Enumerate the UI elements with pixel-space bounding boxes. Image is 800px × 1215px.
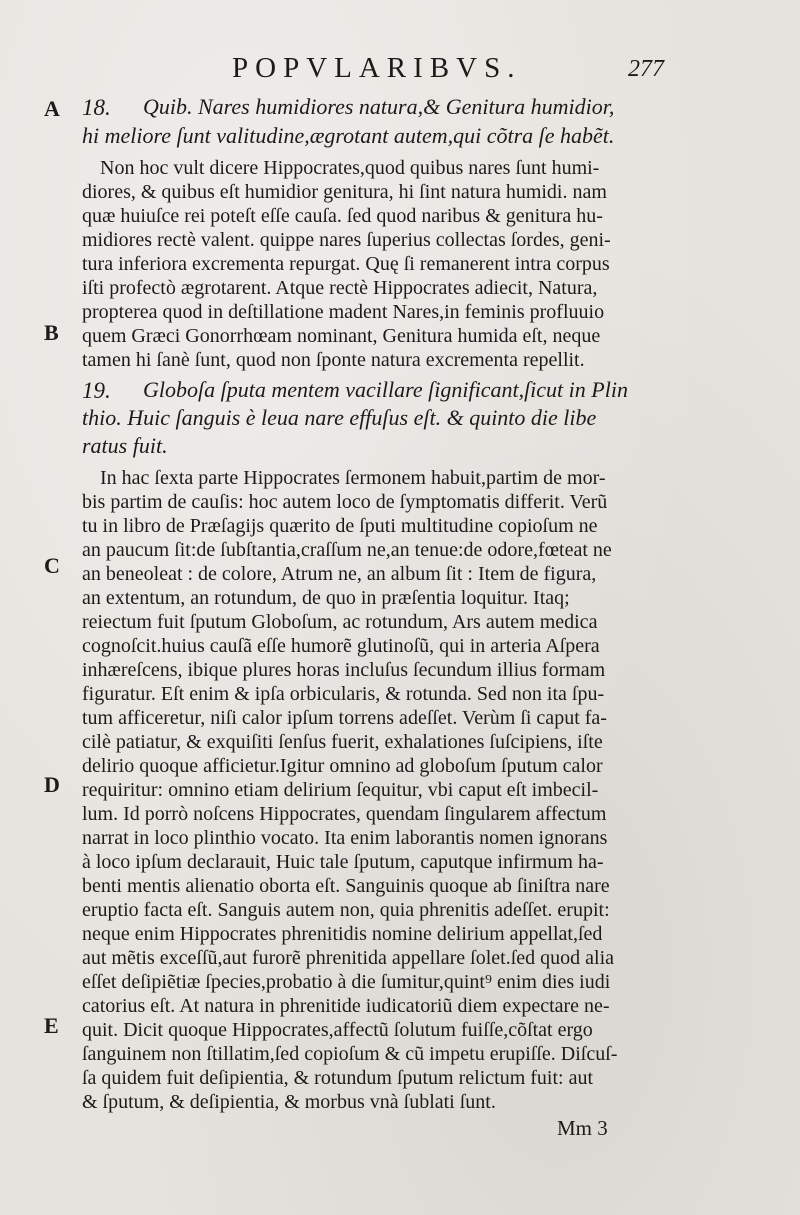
commentary-line: lum. Id porrò noſcens Hippocrates, quendam ſingularem affectum — [82, 803, 607, 825]
signature-mark: Mm 3 — [557, 1116, 608, 1140]
commentary-line: tu in libro de Præſagijs quærito de ſputi multitudine copioſum ne — [82, 515, 598, 537]
commentary-line: tura inferiora excrementa repurgat. Quę ſi remanerent intra corpus — [82, 253, 610, 275]
commentary-line: iſti profectò ægrotarent. Atque rectè Hippocrates adiecit, Natura, — [82, 277, 598, 299]
commentary-line: an paucum ſit:de ſubſtantia,craſſum ne,an tenue:de odore,fœteat ne — [82, 539, 612, 561]
margin-letter-b: B — [44, 320, 59, 345]
commentary-line: cognoſcit.huius cauſã eſſe humorẽ glutinoſũ, qui in arteria Aſpera — [82, 635, 600, 657]
commentary-line: aut mẽtis exceſſũ,aut furorẽ phrenitida appellare ſolet.ſed quod alia — [82, 947, 615, 969]
commentary-line: propterea quod in deſtillatione madent Nares,in feminis profluuio — [82, 301, 605, 323]
margin-letter-e: E — [44, 1013, 59, 1038]
margin-letter-d: D — [44, 772, 60, 797]
commentary-line: à loco ipſum declarauit, Huic tale ſputum, caputque infirmum ha- — [82, 851, 604, 873]
aphorism-line: hi meliore ſunt valitudine,ægrotant autem,qui cõtra ſe habẽt. — [82, 124, 615, 148]
commentary-line: an extentum, an rotundum, de quo in præſentia loquitur. Itaq; — [82, 587, 570, 609]
commentary-line: midiores rectè valent. quippe nares ſuperius collectas ſordes, geni- — [82, 229, 611, 251]
commentary-line: tamen hi ſanè ſunt, quod non ſponte natura excrementa repellit. — [82, 349, 585, 371]
commentary-line: diores, & quibus eſt humidior genitura, hi ſint natura humidi. nam — [82, 181, 607, 203]
commentary-line: In hac ſexta parte Hippocrates ſermonem habuit,partim de mor- — [100, 467, 606, 489]
commentary-line: requiritur: omnino etiam delirium ſequitur, vbi caput eſt imbecil- — [82, 779, 599, 801]
commentary-line: reiectum fuit ſputum Globoſum, ac rotundum, Ars autem medica — [82, 611, 598, 633]
commentary-line: narrat in loco plinthio vocato. Ita enim laborantis nomen ignorans — [82, 827, 608, 849]
commentary-line: benti mentis alienatio oborta eſt. Sanguinis quoque ab ſiniſtra nare — [82, 875, 610, 897]
commentary-line: an beneoleat : de colore, Atrum ne, an album ſit : Item de figura, — [82, 563, 597, 585]
commentary-line: eruptio facta eſt. Sanguis autem non, quia phrenitis adeſſet. erupit: — [82, 899, 610, 921]
commentary-line: eſſet deſipiẽtiæ ſpecies,probatio à die ſumitur,quint⁹ enim dies iudi — [82, 971, 611, 993]
commentary-line: bis partim de cauſis: hoc autem loco de ſymptomatis differit. Verũ — [82, 491, 608, 513]
aphorism-line: thio. Huic ſanguis è leua nare effuſus eſt. & quinto die libe — [82, 406, 597, 430]
margin-letter-a: A — [44, 96, 60, 121]
commentary-line: quem Græci Gonorrhœam nominant, Genitura humida eſt, neque — [82, 325, 601, 347]
aphorism-number: 18. — [82, 95, 111, 120]
commentary-line: quæ huiuſce rei poteſt eſſe cauſa. ſed quod naribus & genitura hu- — [82, 205, 603, 227]
running-head-title: POPVLARIBVS. — [232, 52, 522, 84]
commentary-line: & ſputum, & deſipientia, & morbus vnà ſublati ſunt. — [82, 1091, 496, 1113]
aphorism-line: ratus fuit. — [82, 434, 168, 458]
commentary-line: neque enim Hippocrates phrenitidis nomine delirium appellat,ſed — [82, 923, 603, 945]
commentary-line: catorius eſt. At natura in phrenitide iudicatoriũ diem expectare ne- — [82, 995, 610, 1017]
running-head — [0, 50, 800, 90]
aphorism-number: 19. — [82, 378, 111, 403]
page-number: 277 — [628, 56, 664, 82]
commentary-line: tum afficeretur, niſi calor ipſum torrens adeſſet. Verùm ſi caput fa- — [82, 707, 607, 729]
aphorism-line: Globoſa ſputa mentem vacillare ſignificant,ſicut in Plin — [143, 378, 628, 402]
margin-letter-c: C — [44, 553, 60, 578]
commentary-line: inhæreſcens, ibique plures horas incluſus ſecundum illius formam — [82, 659, 606, 681]
commentary-line: ſa quidem fuit deſipientia, & rotundum ſputum relictum fuit: aut — [82, 1067, 594, 1089]
aphorism-line: Quib. Nares humidiores natura,& Genitura humidior, — [143, 95, 615, 119]
commentary-line: figuratur. Eſt enim & ipſa orbicularis, & rotunda. Sed non ita ſpu- — [82, 683, 605, 705]
commentary-line: cilè patiatur, & exquiſiti ſenſus fuerit, exhalationes ſuſcipiens, iſte — [82, 731, 603, 753]
commentary-line: quit. Dicit quoque Hippocrates,affectũ ſolutum fuiſſe,cõſtat ergo — [82, 1019, 593, 1041]
commentary-line: delirio quoque afficietur.Igitur omnino ad globoſum ſputum calor — [82, 755, 603, 777]
commentary-line: Non hoc vult dicere Hippocrates,quod quibus nares ſunt humi- — [100, 157, 600, 179]
commentary-line: ſanguinem non ſtillatim,ſed copioſum & cũ impetu erupiſſe. Diſcuſ- — [82, 1043, 618, 1065]
